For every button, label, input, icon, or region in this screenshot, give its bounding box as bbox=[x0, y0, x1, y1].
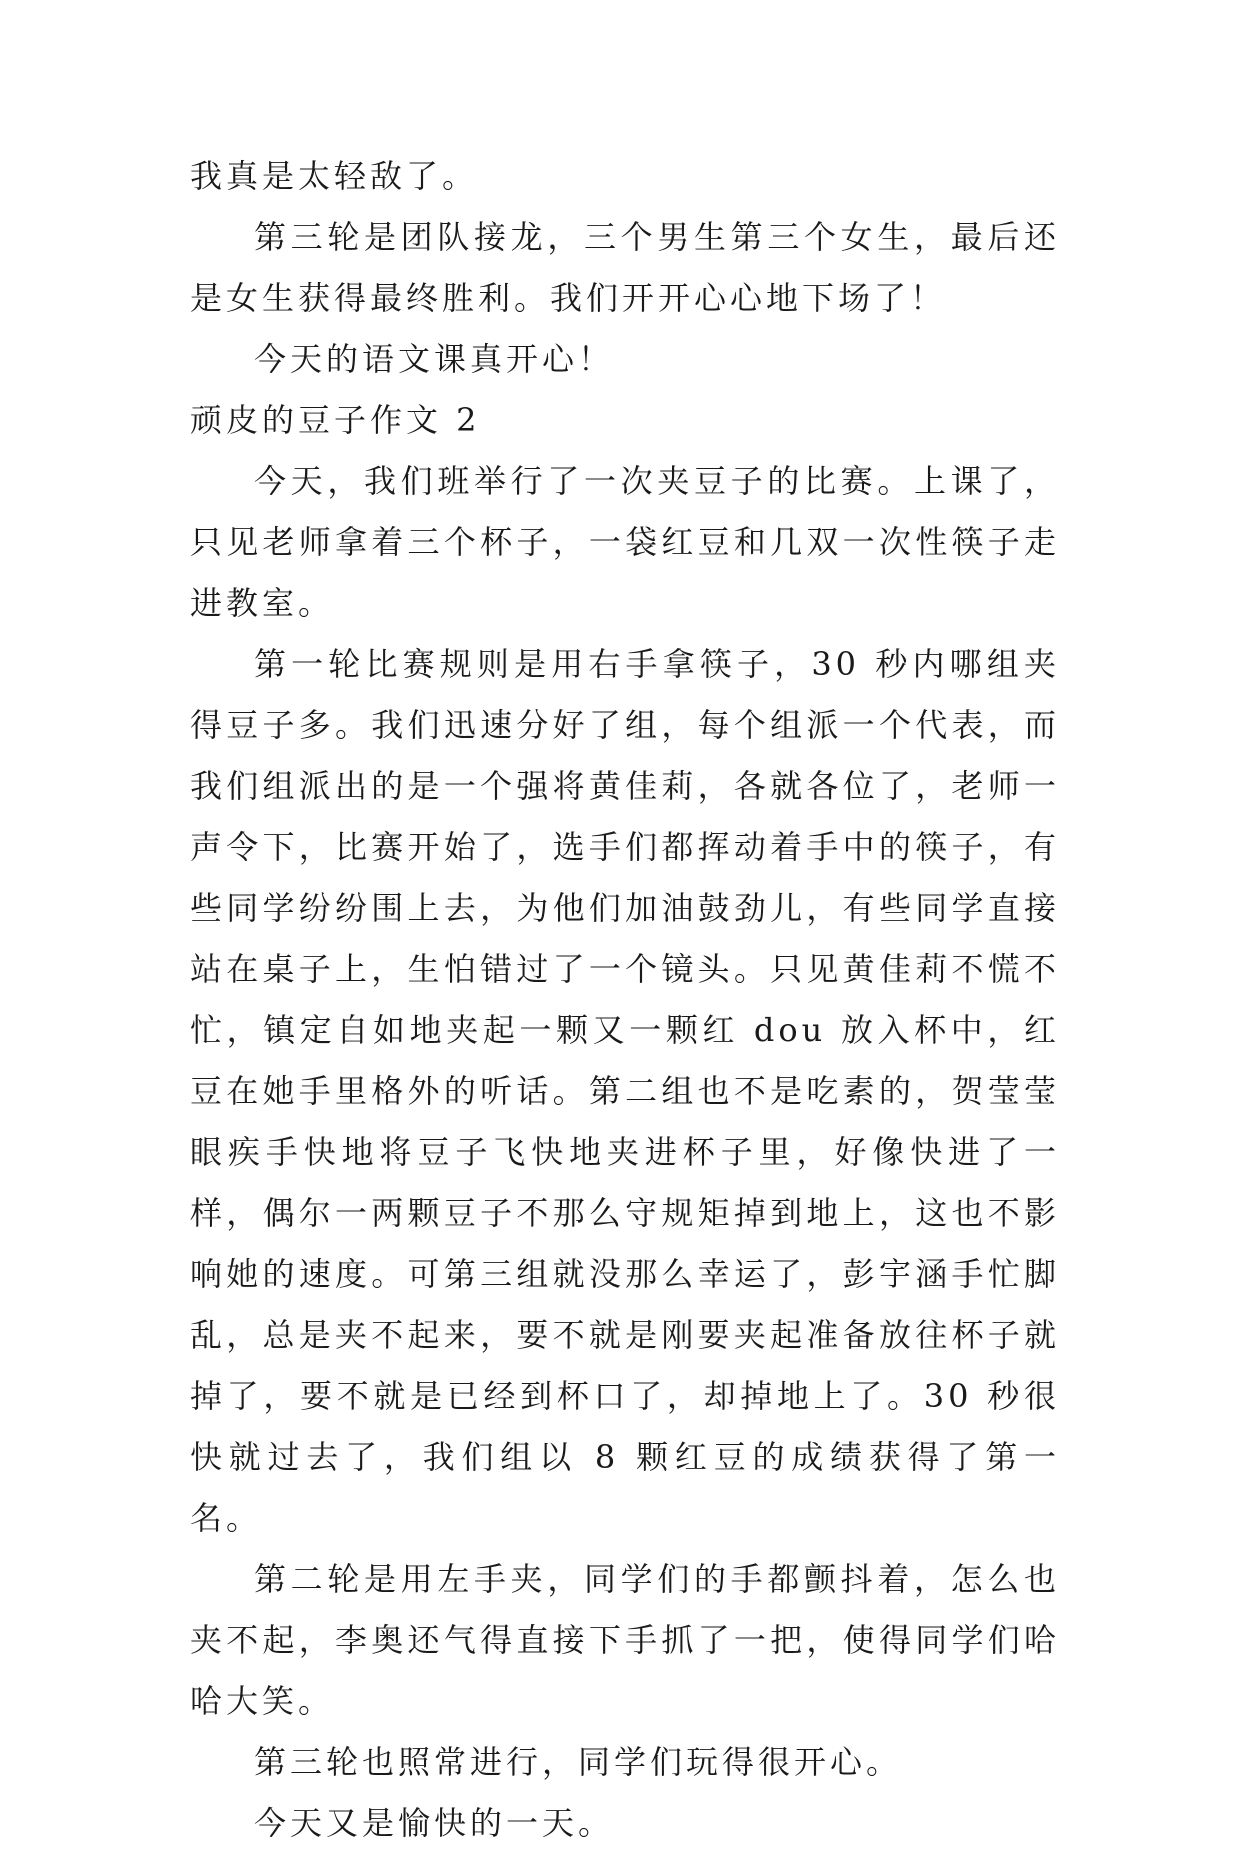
paragraph-round-three: 第三轮是团队接龙，三个男生第三个女生，最后还是女生获得最终胜利。我们开开心心地下场了！ bbox=[190, 218, 1060, 317]
paragraph-round-three-2: 第三轮也照常进行，同学们玩得很开心。 bbox=[254, 1743, 903, 1781]
paragraph-happy-class: 今天的语文课真开心！ bbox=[254, 340, 615, 378]
document-body bbox=[190, 146, 1060, 1854]
paragraph-conclusion: 今天又是愉快的一天。 bbox=[254, 1804, 615, 1842]
essay-title: 顽皮的豆子作文 2 bbox=[190, 401, 481, 439]
paragraph-intro: 今天，我们班举行了一次夹豆子的比赛。上课了，只见老师拿着三个杯子，一袋红豆和几双一次性筷子走进教室。 bbox=[190, 462, 1060, 622]
paragraph-round-two: 第二轮是用左手夹，同学们的手都颤抖着，怎么也夹不起，李奥还气得直接下手抓了一把，使得同学们哈哈大笑。 bbox=[190, 1560, 1060, 1720]
paragraph-continuation: 我真是太轻敌了。 bbox=[190, 157, 479, 195]
paragraph-round-one: 第一轮比赛规则是用右手拿筷子，30 秒内哪组夹得豆子多。我们迅速分好了组，每个组派一个代表，而我们组派出的是一个强将黄佳莉，各就各位了，老师一声令下，比赛开始了，选手们都挥动着手中的筷子，有些同学纷纷围上去，为他们加油鼓劲儿，有些同学直接站在桌子上，生怕错过了一个镜头。只见黄佳莉不慌不忙，镇定自如地夹起一颗又一颗红 dou 放入杯中，红豆在她手里格外的听话。第二组也不是吃素的，贺莹莹眼疾手快地将豆子飞快地夹进杯子里，好像快进了一样，偶尔一两颗豆子不那么守规矩掉到地上，这也不影响她的速度。可第三组就没那么幸运了，彭宇涵手忙脚乱，总是夹不起来，要不就是刚要夹起准备放往杯子就掉了，要不就是已经到杯口了，却掉地上了。30 秒很快就过去了，我们组以 8 颗红豆的成绩获得了第一名。 bbox=[190, 645, 1060, 1537]
